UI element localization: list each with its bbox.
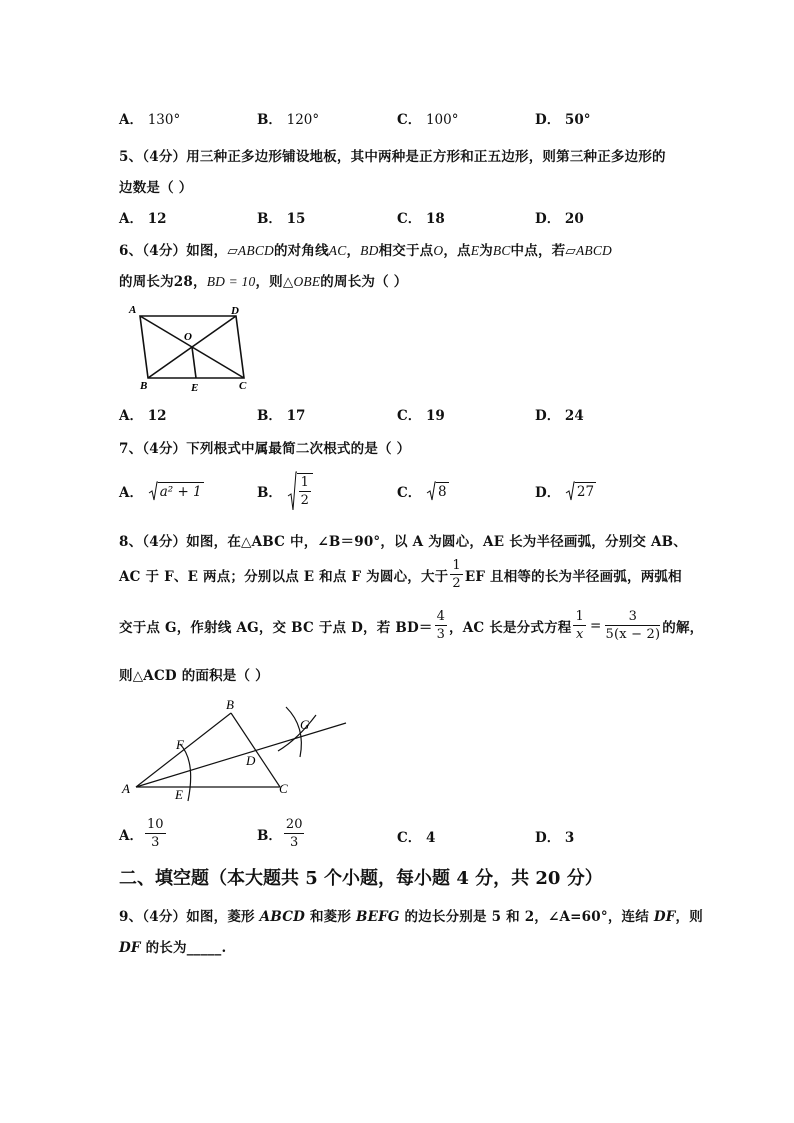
q5-stem-line2: 边数是（ ） xyxy=(119,180,193,196)
label-b: B xyxy=(140,380,148,392)
label-c: C xyxy=(239,380,247,392)
q4-option-b: B． 120° xyxy=(257,112,320,128)
segment-oe xyxy=(192,347,196,378)
q6-stem-line1: 6、（4分）如图，▱ABCD的对角线AC，BD相交于点O，点E为BC中点，若▱ABCD xyxy=(119,243,612,259)
q5-option-c: C． 18 xyxy=(397,211,445,227)
q5-option-b: B． 15 xyxy=(257,211,306,227)
q6-parallelogram-figure xyxy=(120,300,260,392)
q6-option-c: C． 19 xyxy=(397,408,445,424)
q4-option-c: C． 100° xyxy=(397,112,459,128)
q7-option-b: B． $\frac{1}{2}$ xyxy=(257,470,313,512)
label-e: E xyxy=(191,382,199,392)
q7-option-d: D． 27 xyxy=(535,484,595,501)
arc-from-e xyxy=(278,715,316,751)
label-a: A xyxy=(122,781,130,796)
section-2-heading: 二、填空题（本大题共 5 个小题，每小题 4 分，共 20 分） xyxy=(119,868,603,889)
q6-stem-line2: 的周长为28，BD = 10，则△OBE的周长为（ ） xyxy=(119,274,408,290)
label-o: O xyxy=(184,331,192,343)
label-e: E xyxy=(175,787,183,802)
q8-option-d: D． 3 xyxy=(535,830,575,846)
q9-stem-line1: 9、（4分）如图，菱形 ABCD 和菱形 BEFG 的边长分别是 5 和 2，∠A=60°，连结 DF，则 xyxy=(119,909,703,925)
q6-option-b: B． 17 xyxy=(257,408,306,424)
q5-stem-line1: 5、（4分）用三种正多边形铺设地板，其中两种是正方形和正五边形，则第三种正多边形的 xyxy=(119,149,666,165)
q7-option-a: A． a² + 1 xyxy=(119,484,202,501)
q8-stem-line4: 则△ACD 的面积是（ ） xyxy=(119,668,269,684)
label-c: C xyxy=(279,781,288,796)
q8-option-c: C． 4 xyxy=(397,830,436,846)
q9-stem-line2: DF 的长为_____. xyxy=(119,940,227,956)
q8-stem-line1: 8、（4分）如图，在△ABC 中，∠B＝90°，以 A 为圆心，AE 长为半径画弧，分别交 AB、 xyxy=(119,534,687,550)
q6-option-d: D． 24 xyxy=(535,408,584,424)
label-a: A xyxy=(129,304,137,316)
q4-option-a: A． 130° xyxy=(119,112,181,128)
label-b: B xyxy=(226,697,234,712)
q8-option-b: B． $\frac{20}{3}$ xyxy=(257,817,303,850)
label-g: G xyxy=(300,717,310,732)
arc-from-f xyxy=(286,707,301,757)
label-f: F xyxy=(176,737,184,752)
q4-option-d: D． 50° xyxy=(535,112,591,128)
label-d: D xyxy=(231,305,239,317)
q8-stem-line2: AC 于 F、E 两点；分别以点 E 和点 F 为圆心，大于 $\frac{1}{2}$ EF 且相等的长为半径画弧，两弧相 xyxy=(119,558,682,591)
ray-ag xyxy=(136,723,346,787)
q8-option-a: A． $\frac{10}{3}$ xyxy=(119,817,164,850)
q5-option-d: D． 20 xyxy=(535,211,584,227)
q8-triangle-figure xyxy=(118,695,358,805)
q7-stem: 7、（4分）下列根式中属最简二次根式的是（ ） xyxy=(119,441,411,457)
q6-option-a: A． 12 xyxy=(119,408,167,424)
q8-stem-line3: 交于点 G，作射线 AG，交 BC 于点 D，若 BD＝ $\frac{4}{3}$ ，AC 长是分式方程 $\frac{1}{x}$ = $\frac{3}{5(x - 2)}$ 的解， xyxy=(119,609,704,642)
label-d: D xyxy=(246,753,256,768)
q5-option-a: A． 12 xyxy=(119,211,167,227)
q7-option-c: C． 8 xyxy=(397,484,447,501)
